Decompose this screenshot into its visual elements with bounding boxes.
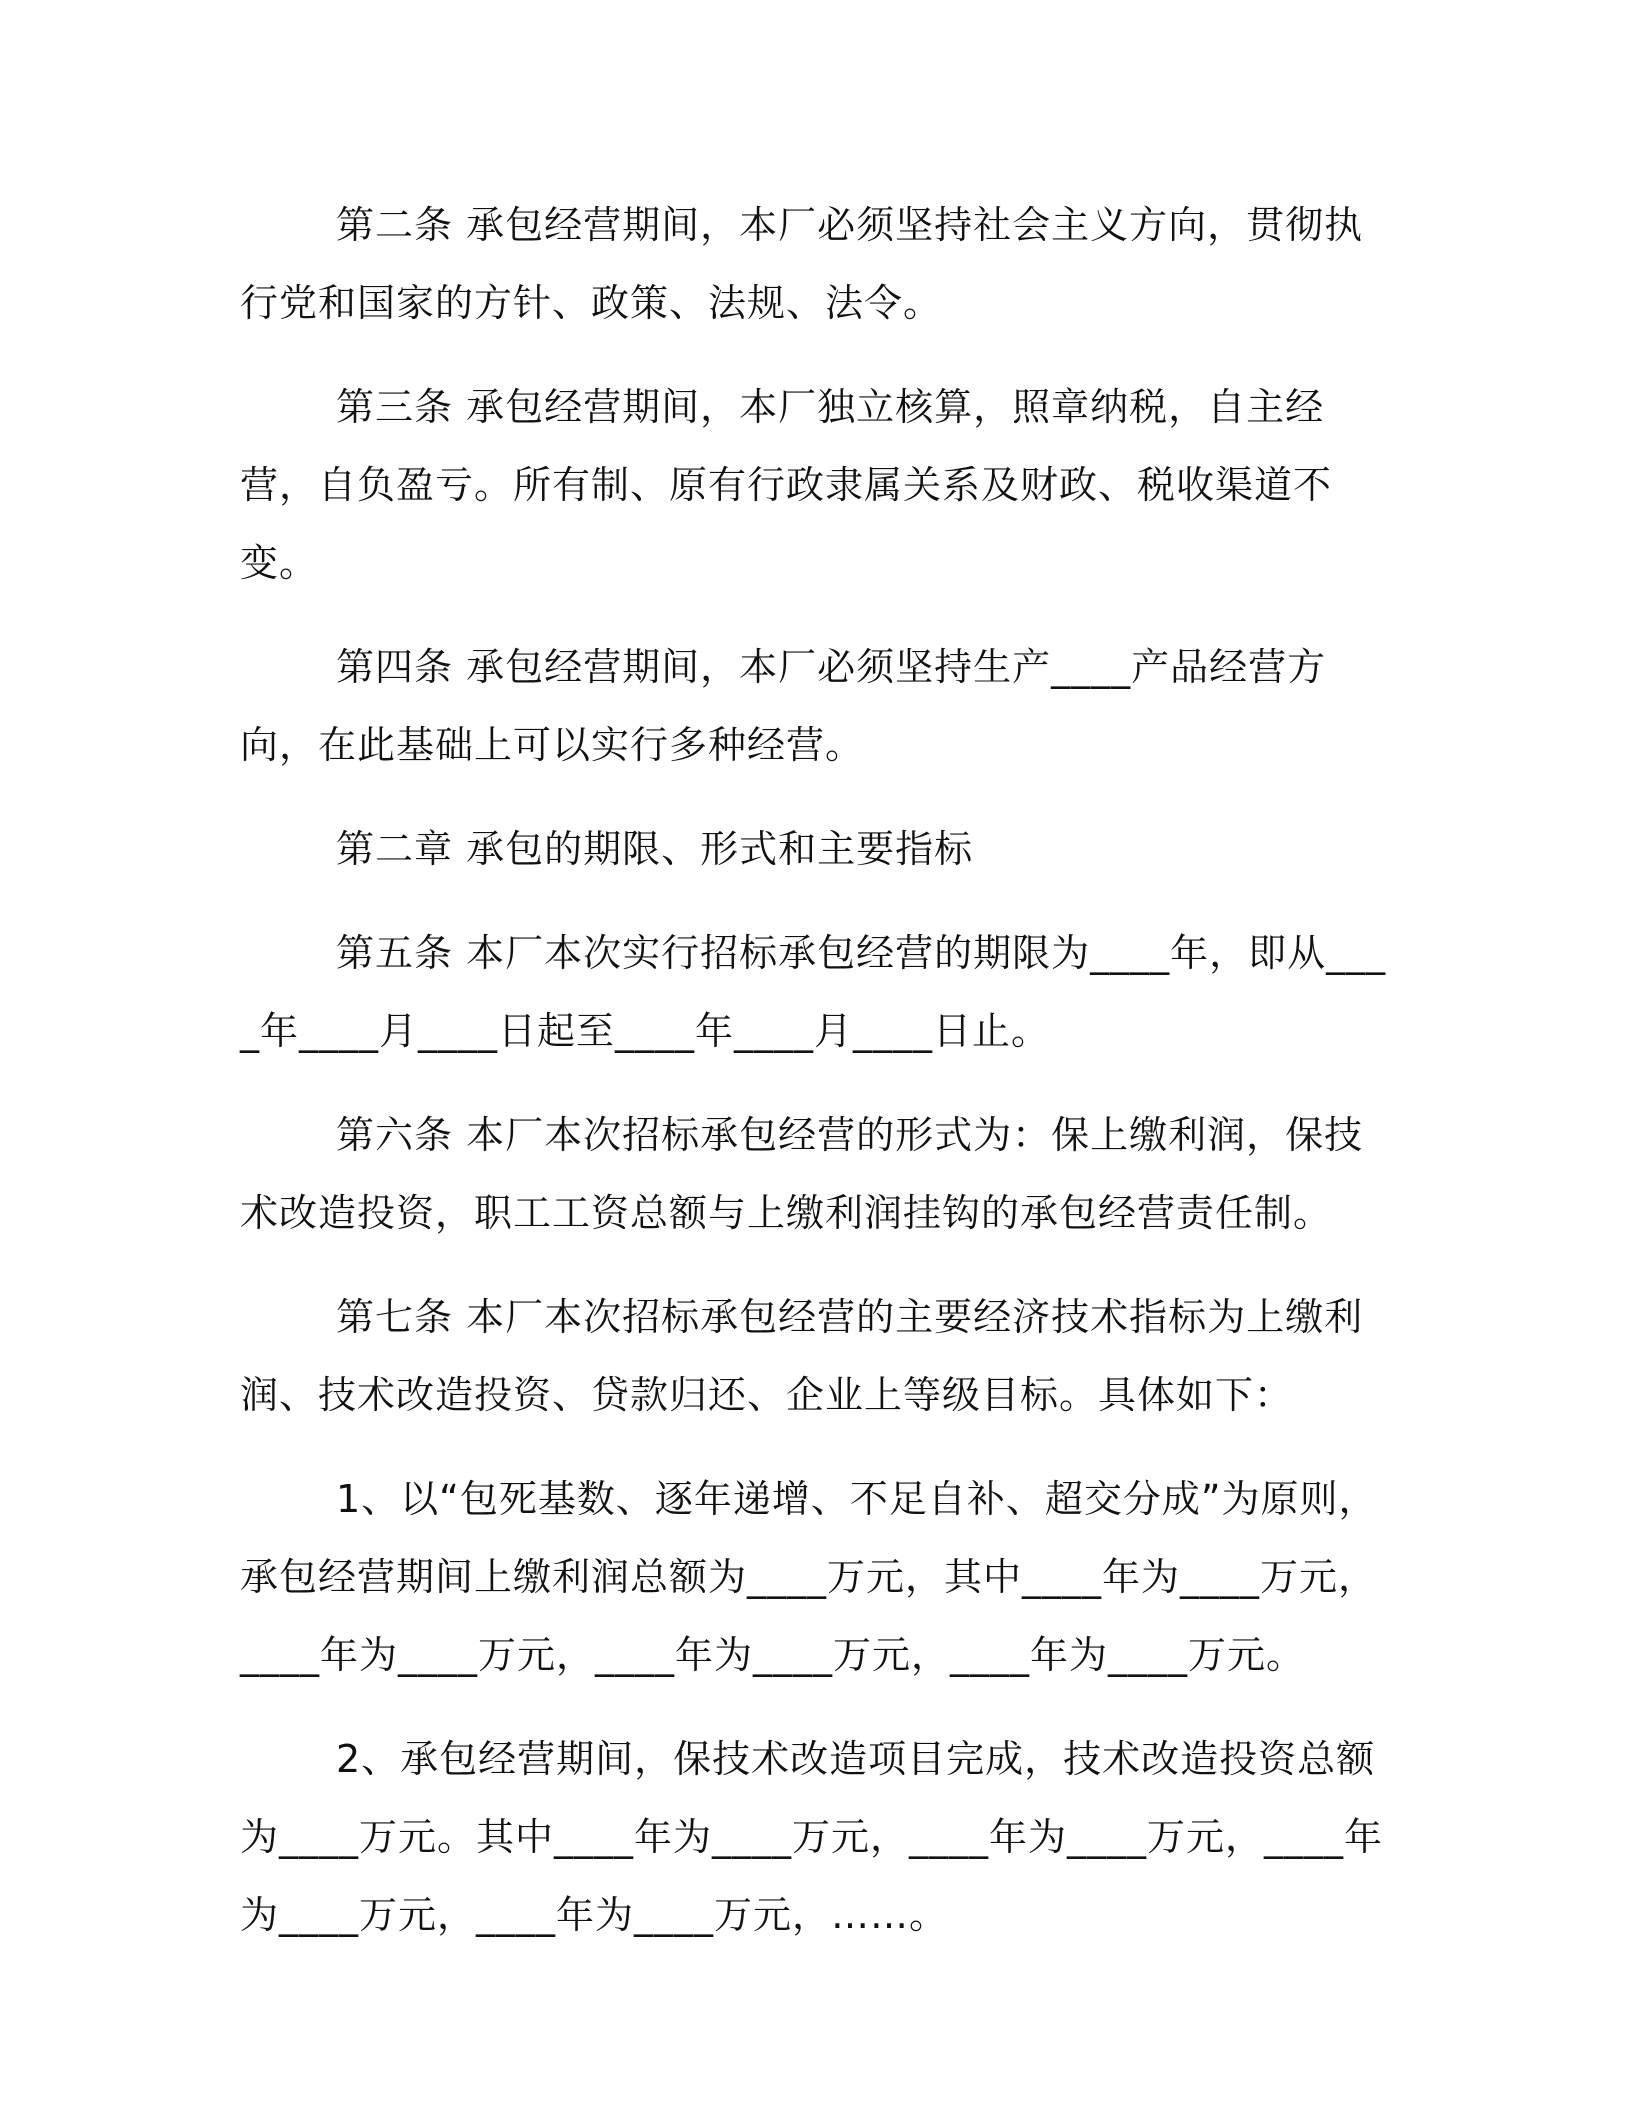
- article-3: 第三条 承包经营期间，本厂独立核算，照章纳税，自主经营，自负盈亏。所有制、原有行政隶属关系及财政、税收渠道不变。: [240, 385, 1333, 585]
- article-6: 第六条 本厂本次招标承包经营的形式为：保上缴利润，保技术改造投资，职工工资总额与上缴利润挂钩的承包经营责任制。: [240, 1113, 1364, 1235]
- article-5: 第五条 本厂本次实行招标承包经营的期限为____年，即从____年____月____日起至____年____月____日止。: [240, 931, 1387, 1053]
- article-2: 第二条 承包经营期间，本厂必须坚持社会主义方向，贯彻执行党和国家的方针、政策、法规、法令。: [240, 203, 1364, 325]
- chapter-2-heading: 第二章 承包的期限、形式和主要指标: [336, 827, 974, 871]
- document-body: [240, 186, 1390, 1980]
- item-2-investment: 2、承包经营期间，保技术改造项目完成，技术改造投资总额为____万元。其中____年为____万元，____年为____万元，____年为____万元，____年为____万元，……。: [240, 1737, 1384, 1937]
- article-7: 第七条 本厂本次招标承包经营的主要经济技术指标为上缴利润、技术改造投资、贷款归还、企业上等级目标。具体如下：: [240, 1295, 1364, 1417]
- article-4: 第四条 承包经营期间，本厂必须坚持生产____产品经营方向，在此基础上可以实行多种经营。: [240, 645, 1327, 767]
- item-1-profit: 1、以“包死基数、逐年递增、不足自补、超交分成”为原则，承包经营期间上缴利润总额为____万元，其中____年为____万元，____年为____万元，____年为____万元，____年为____万元。: [240, 1477, 1378, 1677]
